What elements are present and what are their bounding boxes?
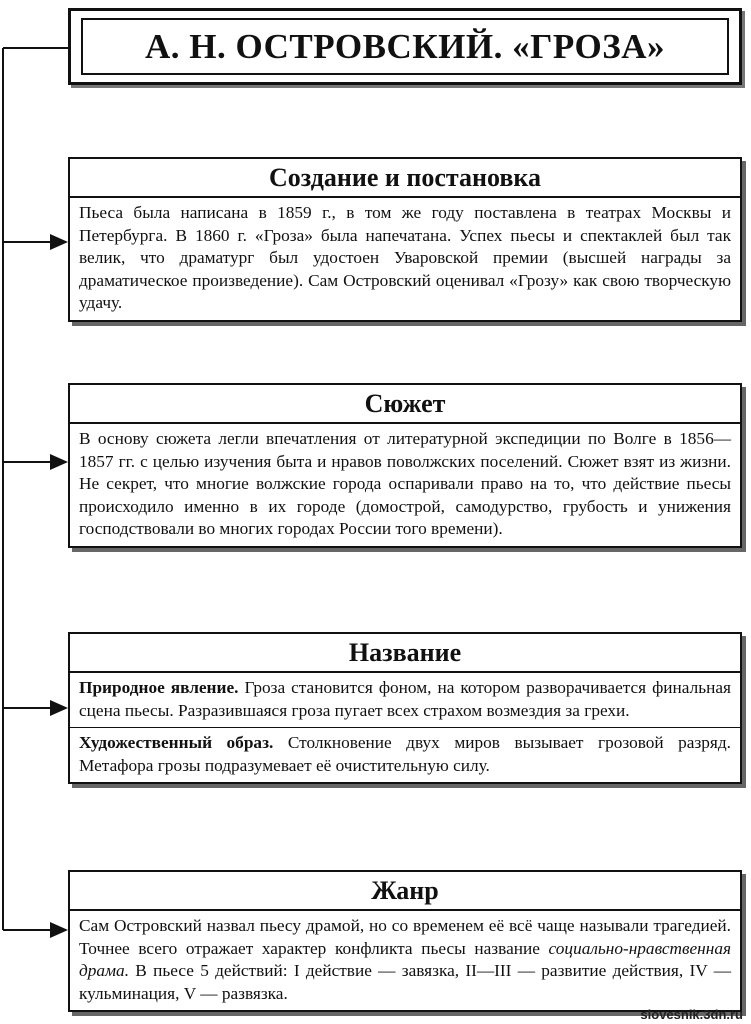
- section-name: [68, 632, 742, 784]
- section-creation: [68, 157, 742, 322]
- section-heading: Жанр: [70, 872, 740, 911]
- watermark: slovesnik.3dn.ru: [640, 1007, 743, 1022]
- section-heading: Создание и постановка: [70, 159, 740, 198]
- section-part-artistic: [70, 727, 740, 782]
- arrow-to-creation: [3, 234, 68, 250]
- arrow-to-genre: [3, 922, 68, 938]
- part-text: Гроза становится фоном, на котором разворачивается финальная сцена пьесы. Разразившаяся гроза пугает всех страхом возмездия за грехи.: [79, 678, 731, 720]
- section-plot: [68, 383, 742, 548]
- arrow-to-plot: [3, 454, 68, 470]
- part-text: Столкновение двух миров вызывает грозовой разряд. Метафора грозы подразумевает её очистительную силу.: [79, 733, 731, 775]
- text-after: В пьесе 5 действий: I действие — завязка, II—III — развитие действия, IV — кульминация, V — развязка.: [79, 961, 731, 1003]
- section-text: Пьеса была написана в 1859 г., в том же году поставлена в театрах Москвы и Петербурга. В 1860 г. «Гроза» была напечатана. Успех пьесы и спектаклей был так велик, что драматург был удостоен Уваровской премии (высшей награды за драматическое произведение). Сам Островский оценивал «Грозу» как свою творческую удачу.: [79, 203, 731, 313]
- section-heading: Название: [70, 634, 740, 673]
- section-genre: [68, 870, 742, 1012]
- text-before: Сам Островский назвал пьесу драмой, но со временем её всё чаще называли трагедией. Точнее всего отражает характер конфликта пьесы название: [79, 916, 731, 958]
- section-text: [70, 911, 740, 1010]
- title-box: [68, 8, 742, 85]
- term-label: Природное явление.: [79, 678, 239, 697]
- section-text: В основу сюжета легли впечатления от литературной экспедиции по Волге в 1856—1857 гг. с целью изучения быта и нравов поволжских поселений. Сюжет взят из жизни. Не секрет, что многие волжские города оспаривали право на то, что действие пьесы происходило именно в их городе (домострой, самодурство, грубость и унижения господствовали во многих городах России того времени).: [79, 429, 731, 539]
- genre-italic: социально-нравственная драма.: [79, 938, 731, 981]
- page-title: А. Н. ОСТРОВСКИЙ. «ГРОЗА»: [144, 26, 666, 66]
- section-part-natural: [70, 673, 740, 727]
- arrow-to-name: [3, 700, 68, 716]
- title-frame: [81, 18, 729, 75]
- term-label: Художественный образ.: [79, 733, 274, 753]
- section-heading: Сюжет: [70, 385, 740, 424]
